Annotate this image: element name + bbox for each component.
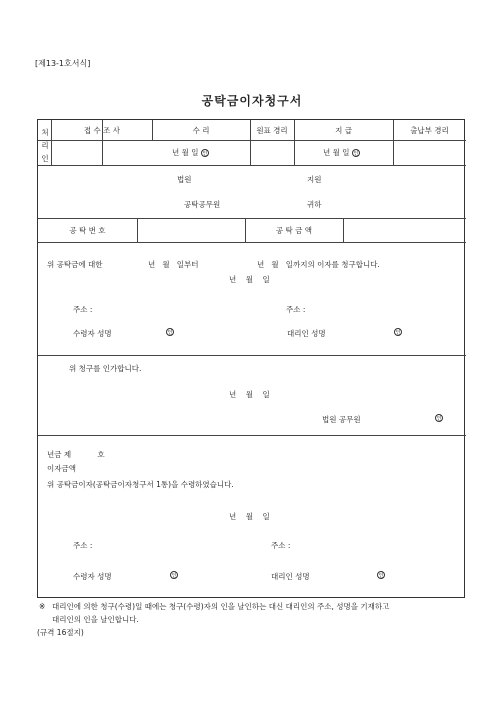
row-divider: [38, 218, 466, 219]
agent-name-label: 대리인 성명: [287, 329, 326, 338]
col-divider: [137, 218, 138, 242]
claimant-seal: [166, 328, 174, 336]
deposit-officer-label: 공탁공무원: [184, 200, 221, 209]
deposit-number-label: 공 탁 번 호: [69, 226, 106, 235]
approval-text: 위 청구를 인가합니다.: [69, 364, 142, 373]
ledger-principal-header: 원표 경리: [256, 126, 288, 135]
row-divider: [38, 165, 466, 166]
court-officer-seal: [435, 414, 443, 422]
footnote-line-2: 대리인의 인을 날인합니다.: [52, 615, 139, 624]
receipt-statement: 위 공탁금이자(공탁금이자청구서 1통)을 수령하였습니다.: [47, 480, 234, 489]
interest-amount-label: 이자금액: [47, 464, 76, 473]
seal-mark: [166, 328, 174, 336]
cash-ledger-header: 출납부 경리: [410, 126, 449, 135]
footnote-mark: ※: [39, 602, 46, 611]
claimant-name-label: 수령자 성명: [73, 329, 112, 338]
claim-date: 년 월 일: [229, 275, 270, 284]
receipt-date: 년 월 일: [229, 512, 270, 521]
recipient-name-label: 수령자 성명: [73, 572, 112, 581]
row-divider: [38, 242, 466, 243]
seal-mark: [377, 571, 385, 579]
col-divider: [343, 218, 344, 242]
receipt-inspection-header: 접 수 조 사: [83, 126, 121, 135]
receipt-agent-address-label: 주소 :: [271, 541, 291, 550]
court-officer-label: 법원 공무원: [322, 415, 361, 424]
court-label: 법원: [177, 175, 192, 184]
honorific-label: 귀하: [307, 200, 322, 209]
row-divider: [38, 355, 466, 356]
receipt-agent-seal: [377, 571, 385, 579]
approval-date: 년 월 일: [229, 390, 270, 399]
paper-size-note: (규격 16절지): [37, 628, 84, 637]
footnote-line-1: 대리인에 의한 청구(수령)일 때에는 청구(수령)자의 인을 날인하는 대신 대리인의 주소, 성명을 기재하고: [52, 602, 390, 611]
acceptance-date: 년 월 일 인: [172, 149, 209, 157]
agent-seal: [394, 328, 402, 336]
claim-period-from: 년 월 일부터: [148, 260, 199, 269]
row-divider: [38, 435, 466, 436]
payment-date: 년 월 일 인: [323, 149, 360, 157]
deposit-amount-label: 공 탁 금 액: [275, 226, 313, 235]
seal-mark: [352, 149, 360, 157]
claimant-address-label: 주소 :: [73, 305, 93, 314]
seal-mark: [435, 414, 443, 422]
seal-mark: [394, 328, 402, 336]
handler-side-label: 처리인: [41, 128, 49, 163]
claim-form-table: [37, 119, 465, 598]
branch-label: 지원: [307, 175, 322, 184]
document-title: 공탁금이자청구서: [201, 94, 303, 108]
seal-mark: [201, 149, 209, 157]
payment-header: 지 급: [335, 126, 352, 135]
agent-address-label: 주소 :: [286, 305, 306, 314]
acceptance-header: 수 리: [192, 126, 210, 135]
receipt-number-line: 년금 제 호: [47, 450, 105, 459]
seal-mark: [170, 571, 178, 579]
receipt-agent-name-label: 대리인 성명: [271, 572, 310, 581]
recipient-seal: [170, 571, 178, 579]
claim-period-to: 년 월 일까지의 이자를 청구합니다.: [257, 260, 380, 269]
claim-text-intro: 위 공탁금에 대한: [47, 260, 103, 269]
recipient-address-label: 주소 :: [73, 541, 93, 550]
form-number-label: [제13-1호서식]: [35, 59, 91, 68]
